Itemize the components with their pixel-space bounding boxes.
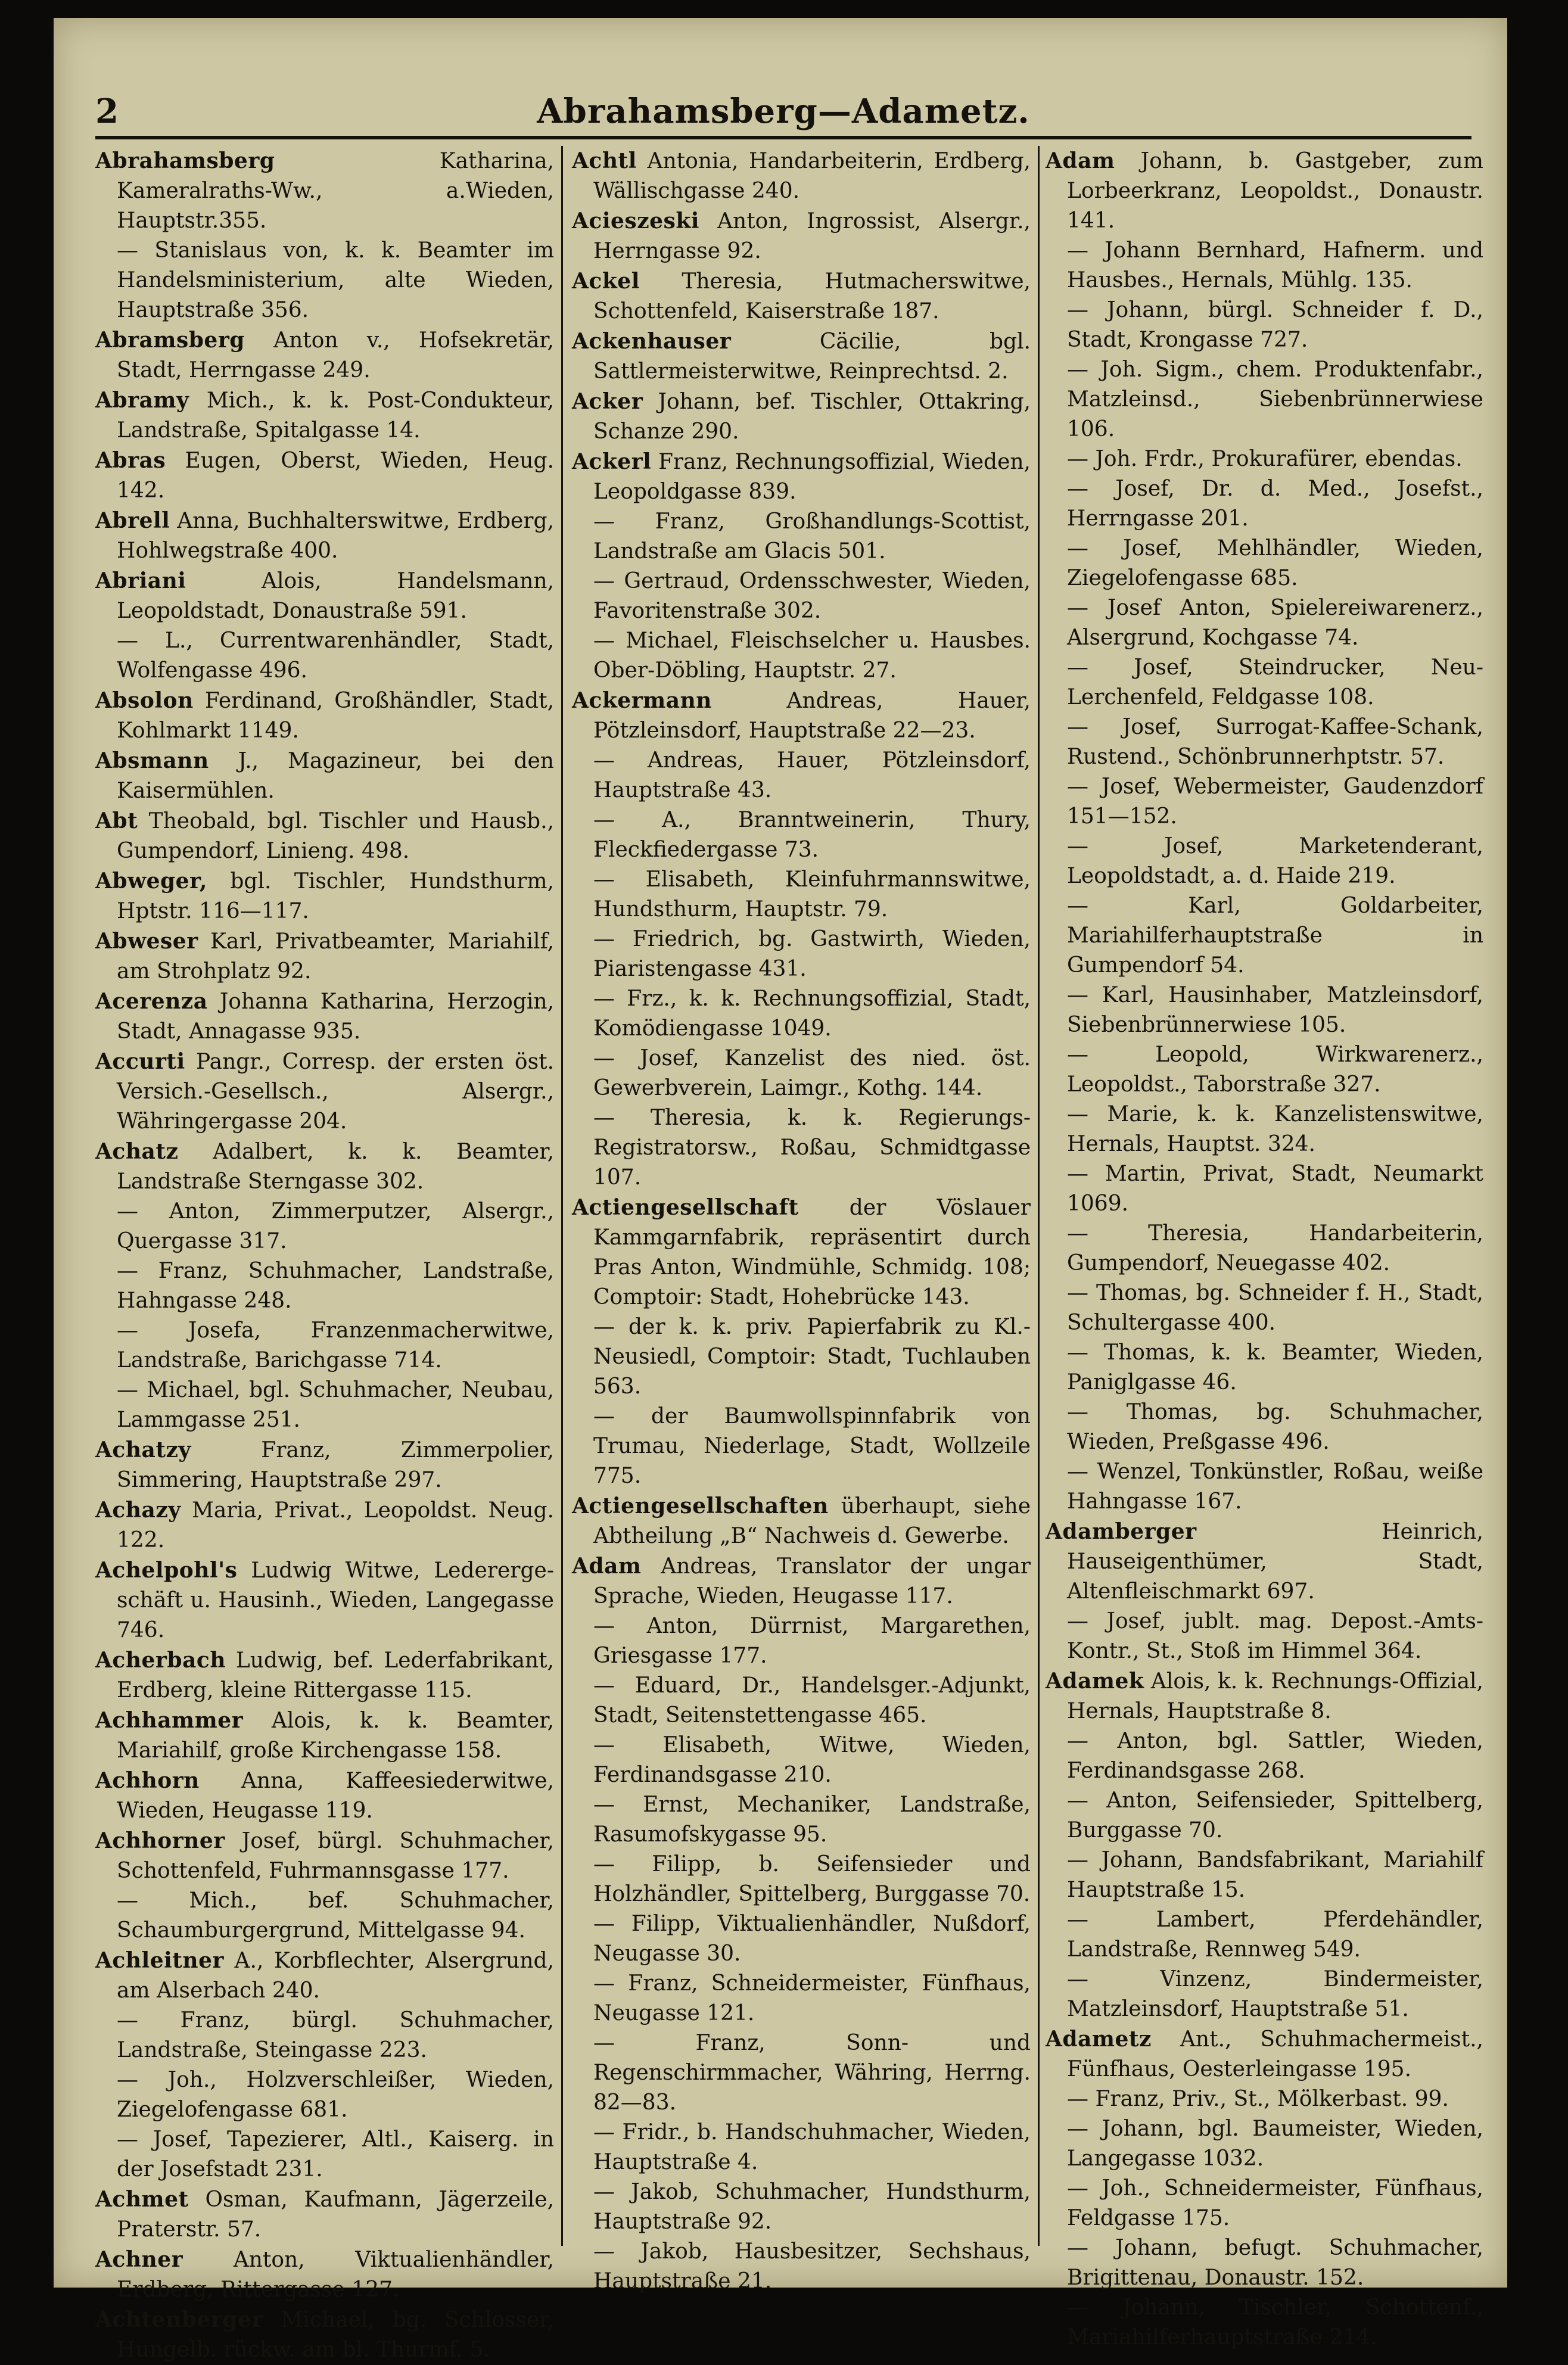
entry-surname: Acieszeski xyxy=(572,209,699,234)
entry-details: Adalbert, k. k. Beamter, Landstraße Sterngasse 302. xyxy=(117,1140,554,1194)
entry-surname: Adametz xyxy=(1046,2027,1152,2052)
directory-entry xyxy=(1046,295,1483,355)
entry-details: Franz, Rechnungsoffizial, Wieden, Leopoldgasse 839. xyxy=(593,450,1031,504)
directory-entry xyxy=(572,567,1031,626)
entry-details: Andreas, Translator der ungar Sprache, Wieden, Heugasse 117. xyxy=(593,1554,1031,1608)
entry-surname: Achtenberger xyxy=(95,2307,263,2332)
entry-details: Anton, Ingrossist, Alsergr., Herrngasse 92. xyxy=(593,209,1031,263)
entry-details: — Joh., Holzverschleißer, Wieden, Ziegelofengasse 681. xyxy=(117,2068,554,2122)
entry-details: — Joh. Sigm., chem. Produktenfabr., Matzleinsd., Siebenbrünnerwiese 106. xyxy=(1067,357,1483,441)
entry-details: — Theresia, k. k. Regierungs-Registratorsw., Roßau, Schmidtgasse 107. xyxy=(593,1106,1031,1190)
entry-details: — Michael, Fleischselcher u. Hausbes. Ober-Döbling, Hauptstr. 27. xyxy=(593,628,1031,683)
directory-entry xyxy=(95,2125,554,2184)
directory-entry xyxy=(572,925,1031,984)
directory-entry xyxy=(95,1826,554,1886)
entry-details: — Franz, bürgl. Schuhmacher, Landstraße, Steingasse 223. xyxy=(117,2008,554,2062)
directory-entry xyxy=(1046,355,1483,444)
directory-entry xyxy=(1046,1040,1483,1100)
entry-surname: Adamberger xyxy=(1046,1519,1197,1544)
entry-details: — Marie, k. k. Kanzelistenswitwe, Hernals, Hauptst. 324. xyxy=(1067,1102,1483,1156)
entry-details: — Martin, Privat, Stadt, Neumarkt 1069. xyxy=(1067,1162,1483,1216)
entry-details: Ant., Schuhmachermeist., Fünfhaus, Oesterleingasse 195. xyxy=(1067,2027,1483,2081)
entry-details: — Josef, jublt. mag. Depost.-Amts-Kontr., St., Stoß im Himmel 364. xyxy=(1067,1609,1483,1663)
entry-surname: Abramy xyxy=(95,388,189,413)
entry-surname: Actiengesellschaft xyxy=(572,1195,799,1220)
directory-entry xyxy=(95,806,554,866)
entry-details: Ludwig, bef. Lederfabrikant, Erdberg, kleine Rittergasse 115. xyxy=(117,1648,554,1703)
entry-details: — Mich., bef. Schuhmacher, Schaumburgergrund, Mittelgasse 94. xyxy=(117,1888,554,1943)
directory-entry xyxy=(95,1706,554,1766)
directory-entry xyxy=(1046,236,1483,295)
directory-entry xyxy=(572,447,1031,507)
entry-details: — Josef, Dr. d. Med., Josefst., Herrngasse 201. xyxy=(1067,477,1483,531)
directory-entry xyxy=(95,2006,554,2065)
entry-details: — Vinzenz, Bindermeister, Matzleinsdorf, Hauptstraße 51. xyxy=(1067,1967,1483,2021)
entry-details: Theobald, bgl. Tischler und Hausb., Gumpendorf, Linieng. 498. xyxy=(117,809,554,863)
entry-details: — Anton, Seifensieder, Spittelberg, Burggasse 70. xyxy=(1067,1788,1483,1843)
entry-details: — Frz., k. k. Rechnungsoffizial, Stadt, Komödiengasse 1049. xyxy=(593,987,1031,1041)
entry-surname: Adamek xyxy=(1046,1669,1144,1694)
entry-details: Antonia, Handarbeiterin, Erdberg, Wällischgasse 240. xyxy=(593,149,1031,203)
entry-details: A., Korbflechter, Alsergrund, am Alserbach 240. xyxy=(117,1949,554,2003)
directory-entry xyxy=(572,2028,1031,2118)
directory-entry xyxy=(572,387,1031,447)
entry-details: bgl. Tischler, Hundsthurm, Hptstr. 116—117. xyxy=(117,869,554,923)
entry-details: — Johann, befugt. Schuhmacher, Brigittenau, Donaustr. 152. xyxy=(1067,2236,1483,2290)
column-2 xyxy=(572,146,1031,2294)
directory-entry xyxy=(572,805,1031,865)
entry-details: Pangr., Corresp. der ersten öst. Versich.-Gesellsch., Alsergr., Währingergasse 204. xyxy=(117,1050,554,1134)
entry-surname: Abweger, xyxy=(95,869,207,894)
page-number: 2 xyxy=(95,92,119,131)
directory-entry xyxy=(1046,534,1483,593)
entry-details: — Franz, Schuhmacher, Landstraße, Hahngasse 248. xyxy=(117,1259,554,1313)
directory-entry xyxy=(95,987,554,1047)
column-rule xyxy=(1038,146,1040,2246)
entry-details: — Josef, Webermeister, Gaudenzdorf 151—152. xyxy=(1067,774,1483,829)
entry-surname: Ackermann xyxy=(572,688,712,713)
directory-entry xyxy=(572,2177,1031,2237)
directory-entry xyxy=(572,2118,1031,2177)
entry-surname: Actiengesellschaften xyxy=(572,1493,829,1518)
directory-entry xyxy=(572,326,1031,387)
entry-details: Cäcilie, bgl. Sattlermeisterwitwe, Reinprechtsd. 2. xyxy=(593,329,1031,384)
entry-surname: Abriani xyxy=(95,568,186,593)
directory-entry xyxy=(572,1671,1031,1731)
directory-entry xyxy=(1046,474,1483,534)
entry-details: Andreas, Hauer, Pötzleinsdorf, Hauptstraße 22—23. xyxy=(593,689,1031,743)
directory-entry xyxy=(95,1555,554,1645)
entry-surname: Abrahamsberg xyxy=(95,148,275,173)
entry-surname: Accurti xyxy=(95,1049,185,1074)
entry-details: — Franz, Großhandlungs-Scottist, Landstraße am Glacis 501. xyxy=(593,509,1031,564)
entry-details: — Johann, Bandsfabrikant, Mariahilf Hauptstraße 15. xyxy=(1067,1848,1483,1902)
entry-details: — Josef, Kanzelist des nied. öst. Gewerbverein, Laimgr., Kothg. 144. xyxy=(593,1046,1031,1100)
directory-entry xyxy=(572,1611,1031,1671)
directory-entry xyxy=(95,1197,554,1256)
entry-details: Anton v., Hofsekretär, Stadt, Herrngasse 249. xyxy=(117,328,554,382)
entry-details: — Lambert, Pferdehändler, Landstraße, Rennweg 549. xyxy=(1067,1907,1483,1962)
directory-entry xyxy=(572,1969,1031,2028)
page-title: Abrahamsberg—Adametz. xyxy=(537,92,1030,131)
entry-details: — Anton, bgl. Sattler, Wieden, Ferdinandsgasse 268. xyxy=(1067,1729,1483,1783)
directory-entry xyxy=(95,236,554,325)
directory-entry xyxy=(1046,593,1483,653)
directory-entry xyxy=(1046,1846,1483,1905)
entry-surname: Adam xyxy=(1046,148,1115,173)
entry-details: — Josef, Steindrucker, Neu-Lerchenfeld, Feldgasse 108. xyxy=(1067,655,1483,710)
entry-details: — Karl, Hausinhaber, Matzleinsdorf, Siebenbrünnerwiese 105. xyxy=(1067,983,1483,1037)
directory-entry xyxy=(1046,1726,1483,1786)
directory-entry xyxy=(95,1376,554,1435)
directory-entry xyxy=(95,1047,554,1137)
directory-entry xyxy=(572,1103,1031,1193)
entry-details: Alois, k. k. Rechnungs-Offizial, Hernals, Hauptstraße 8. xyxy=(1067,1669,1483,1723)
entry-details: — Johann, bürgl. Schneider f. D., Stadt, Krongasse 727. xyxy=(1067,298,1483,352)
entry-details: — Wenzel, Tonkünstler, Roßau, weiße Hahngasse 167. xyxy=(1067,1460,1483,1514)
column-rule xyxy=(561,146,563,2246)
entry-details: — Elisabeth, Witwe, Wieden, Ferdinandsgasse 210. xyxy=(593,1733,1031,1787)
entry-surname: Acerenza xyxy=(95,989,208,1014)
directory-entry xyxy=(1046,1905,1483,1965)
directory-entry xyxy=(572,1790,1031,1850)
entry-details: — Josefa, Franzenmacherwitwe, Landstraße, Barichgasse 714. xyxy=(117,1318,554,1373)
entry-details: — Filipp, b. Seifensieder und Holzhändler, Spittelberg, Burggasse 70. xyxy=(593,1852,1031,1906)
directory-entry xyxy=(572,507,1031,567)
entry-surname: Achelpohl's xyxy=(95,1558,238,1583)
entry-details: Johann, bef. Tischler, Ottakring, Schanze 290. xyxy=(593,390,1031,444)
directory-entry xyxy=(572,1850,1031,1909)
entry-details: — Gertraud, Ordensschwester, Wieden, Favoritenstraße 302. xyxy=(593,569,1031,623)
entry-details: — Franz, Schneidermeister, Fünfhaus, Neugasse 121. xyxy=(593,1971,1031,2025)
entry-details: — Friedrich, bg. Gastwirth, Wieden, Piaristengasse 431. xyxy=(593,927,1031,981)
page-header xyxy=(95,88,1471,139)
directory-entry xyxy=(95,1946,554,2006)
entry-details: — L., Currentwarenhändler, Stadt, Wolfengasse 496. xyxy=(117,628,554,683)
entry-details: — Filipp, Viktualienhändler, Nußdorf, Neugasse 30. xyxy=(593,1912,1031,1966)
entry-details: Johanna Katharina, Herzogin, Stadt, Annagasse 935. xyxy=(117,989,555,1044)
entry-details: — Franz, Priv., St., Mölkerbast. 99. xyxy=(1067,2087,1449,2111)
directory-entry xyxy=(95,926,554,987)
entry-details: — A., Branntweinerin, Thury, Fleckfiedergasse 73. xyxy=(593,808,1031,862)
column-3 xyxy=(1046,146,1483,2350)
directory-entry xyxy=(95,2245,554,2305)
entry-surname: Abt xyxy=(95,808,138,833)
entry-details: Alois, k. k. Beamter, Mariahilf, große Kirchengasse 158. xyxy=(117,1709,554,1763)
entry-details: Alois, Handelsmann, Leopoldstadt, Donaustraße 591. xyxy=(117,569,554,623)
directory-entry xyxy=(1046,1398,1483,1457)
entry-details: — Thomas, bg. Schneider f. H., Stadt, Schultergasse 400. xyxy=(1067,1281,1483,1335)
entry-details: — Theresia, Handarbeiterin, Gumpendorf, Neuegasse 402. xyxy=(1067,1221,1483,1275)
directory-entry xyxy=(1046,1338,1483,1398)
entry-surname: Abweser xyxy=(95,929,198,954)
entry-details: — Karl, Goldarbeiter, Mariahilferhauptstraße in Gumpendorf 54. xyxy=(1067,894,1483,978)
entry-details: Karl, Privatbeamter, Mariahilf, am Strohplatz 92. xyxy=(117,929,555,984)
entry-details: — Josef, Marketenderant, Leopoldstadt, a. d. Haide 219. xyxy=(1067,834,1483,888)
entry-details: Theresia, Hutmacherswitwe, Schottenfeld, Kaiserstraße 187. xyxy=(593,269,1031,323)
entry-details: — der Baumwollspinnfabrik von Trumau, Niederlage, Stadt, Wollzeile 775. xyxy=(593,1404,1031,1488)
directory-entry xyxy=(1046,1786,1483,1846)
directory-entry xyxy=(1046,1666,1483,1726)
entry-details: Franz, Zimmerpolier, Simmering, Hauptstraße 297. xyxy=(117,1438,554,1492)
directory-entry xyxy=(95,1256,554,1316)
entry-surname: Abras xyxy=(95,448,166,473)
directory-entry xyxy=(95,506,554,566)
entry-details: — Leopold, Wirkwarenerz., Leopoldst., Taborstraße 327. xyxy=(1067,1043,1483,1097)
entry-details: — Joh., Schneidermeister, Fünfhaus, Feldgasse 175. xyxy=(1067,2176,1483,2230)
entry-surname: Acherbach xyxy=(95,1648,226,1673)
entry-surname: Achhorn xyxy=(95,1768,200,1793)
directory-entry xyxy=(572,1551,1031,1611)
directory-entry xyxy=(1046,1278,1483,1338)
directory-entry xyxy=(1046,1457,1483,1517)
directory-entry xyxy=(572,746,1031,805)
entry-details: — Johann Bernhard, Hafnerm. und Hausbes., Hernals, Mühlg. 135. xyxy=(1067,238,1483,292)
entry-surname: Achazy xyxy=(95,1498,181,1523)
directory-entry xyxy=(95,2305,554,2365)
entry-details: — Eduard, Dr., Handelsger.-Adjunkt, Stadt, Seitenstettengasse 465. xyxy=(593,1673,1031,1728)
entry-details: Mich., k. k. Post-Condukteur, Landstraße, Spitalgasse 14. xyxy=(117,388,554,443)
directory-entry xyxy=(1046,1159,1483,1219)
entry-surname: Adam xyxy=(572,1554,642,1579)
directory-entry xyxy=(572,865,1031,925)
entry-surname: Achleitner xyxy=(95,1948,224,1973)
entry-details: Osman, Kaufmann, Jägerzeile, Praterstr. 57. xyxy=(117,2187,554,2242)
directory-entry xyxy=(572,1491,1031,1551)
directory-entry xyxy=(95,325,554,385)
entry-surname: Achatzy xyxy=(95,1437,191,1462)
directory-entry xyxy=(1046,444,1483,474)
directory-entry xyxy=(572,626,1031,686)
entry-details: — Jakob, Schuhmacher, Hundsthurm, Hauptstraße 92. xyxy=(593,2180,1031,2234)
entry-details: — Andreas, Hauer, Pötzleinsdorf, Hauptstraße 43. xyxy=(593,748,1031,802)
entry-details: Johann, b. Gastgeber, zum Lorbeerkranz, Leopoldst., Donaustr. 141. xyxy=(1067,149,1483,233)
directory-entry xyxy=(1046,981,1483,1040)
entry-surname: Achner xyxy=(95,2247,183,2272)
entry-details: — Franz, Sonn- und Regenschirmmacher, Währing, Herrng. 82—83. xyxy=(593,2031,1031,2115)
directory-entry xyxy=(572,1909,1031,1969)
directory-entry xyxy=(1046,2024,1483,2084)
directory-entry xyxy=(572,686,1031,746)
entry-details: Michael, bg. Schlosser, Hungelb. rückw. am bl. Thurmf. 5. xyxy=(117,2308,554,2362)
entry-details: — Josef, Mehlhändler, Wieden, Ziegelofengasse 685. xyxy=(1067,536,1483,590)
directory-entry xyxy=(1046,1100,1483,1159)
entry-details: — Jakob, Hausbesitzer, Sechshaus, Hauptstraße 21. xyxy=(593,2239,1031,2294)
entry-surname: Achhammer xyxy=(95,1708,244,1733)
entry-details: — Fridr., b. Handschuhmacher, Wieden, Hauptstraße 4. xyxy=(593,2120,1031,2174)
entry-details: — Johann, bgl. Baumeister, Wieden, Langegasse 1032. xyxy=(1067,2117,1483,2171)
entry-surname: Ackerl xyxy=(572,449,652,474)
directory-entry xyxy=(1046,1607,1483,1666)
directory-entry xyxy=(95,1645,554,1706)
directory-entry xyxy=(1046,832,1483,891)
entry-surname: Achtl xyxy=(572,148,637,173)
entry-details: Heinrich, Hauseigenthümer, Stadt, Altenfleischmarkt 697. xyxy=(1067,1520,1483,1604)
entry-surname: Absolon xyxy=(95,688,194,713)
entry-surname: Achmet xyxy=(95,2187,189,2212)
directory-entry xyxy=(95,2184,554,2245)
entry-surname: Achhorner xyxy=(95,1828,225,1853)
directory-entry xyxy=(572,2237,1031,2296)
entry-surname: Abramsberg xyxy=(95,328,245,353)
directory-entry xyxy=(95,2065,554,2125)
directory-entry xyxy=(95,1495,554,1555)
entry-surname: Ackenhauser xyxy=(572,329,732,354)
directory-entry xyxy=(1046,2084,1483,2114)
entry-surname: Absmann xyxy=(95,748,209,773)
entry-details: überhaupt, siehe Abtheilung „B“ Nachweis d. Gewerbe. xyxy=(593,1494,1031,1548)
directory-entry xyxy=(572,206,1031,266)
column-1 xyxy=(95,146,555,2362)
directory-entry xyxy=(95,1886,554,1946)
directory-entry xyxy=(95,1137,554,1197)
entry-details: — Thomas, k. k. Beamter, Wieden, Paniglgasse 46. xyxy=(1067,1340,1483,1395)
directory-entry xyxy=(95,746,554,806)
entry-details: der Vöslauer Kammgarnfabrik, repräsentirt durch Pras Anton, Windmühle, Schmidg. 108; Comptoir: Stadt, Hohebrücke 143. xyxy=(593,1196,1031,1309)
directory-entry xyxy=(572,266,1031,326)
entry-details: — Ernst, Mechaniker, Landstraße, Rasumofskygasse 95. xyxy=(593,1793,1031,1847)
entry-details: — Joh. Frdr., Prokurafürer, ebendas. xyxy=(1067,447,1463,471)
directory-entry xyxy=(95,1435,554,1495)
directory-entry xyxy=(1046,2114,1483,2174)
directory-entry xyxy=(1046,2293,1483,2352)
directory-entry xyxy=(572,1731,1031,1790)
directory-entry xyxy=(95,146,554,236)
directory-entry xyxy=(572,1044,1031,1103)
directory-entry xyxy=(1046,653,1483,712)
entry-details: Anna, Buchhalterswitwe, Erdberg, Hohlwegstraße 400. xyxy=(117,509,554,563)
entry-details: — Elisabeth, Kleinfuhrmannswitwe, Hundsthurm, Hauptstr. 79. xyxy=(593,867,1031,922)
entry-details: — Josef, Surrogat-Kaffee-Schank, Rustend., Schönbrunnerhptstr. 57. xyxy=(1067,715,1483,769)
entry-details: Katharina, Kameralraths-Ww., a.Wieden, Hauptstr.355. xyxy=(117,149,554,233)
directory-entry xyxy=(95,686,554,746)
directory-page xyxy=(54,18,1507,2362)
directory-entry xyxy=(1046,1517,1483,1607)
entry-details: Ludwig Witwe, Ledererge-schäft u. Hausinh., Wieden, Langegasse 746. xyxy=(117,1558,554,1642)
directory-entry xyxy=(572,1312,1031,1402)
entry-details: — der k. k. priv. Papierfabrik zu Kl.-Neusiedl, Comptoir: Stadt, Tuchlauben 563. xyxy=(593,1315,1031,1399)
entry-surname: Achatz xyxy=(95,1139,179,1164)
entry-details: Ferdinand, Großhändler, Stadt, Kohlmarkt 1149. xyxy=(117,689,554,743)
directory-entry xyxy=(572,984,1031,1044)
entry-details: J., Magazineur, bei den Kaisermühlen. xyxy=(117,749,554,803)
entry-surname: Acker xyxy=(572,389,643,414)
entry-details: Maria, Privat., Leopoldst. Neug. 122. xyxy=(117,1498,554,1552)
entry-surname: Ackel xyxy=(572,269,640,294)
entry-details: — Josef, Tapezierer, Altl., Kaiserg. in der Josefstadt 231. xyxy=(117,2127,554,2182)
directory-entry xyxy=(1046,2174,1483,2233)
entry-details: — Michael, bgl. Schuhmacher, Neubau, Lammgasse 251. xyxy=(117,1378,554,1432)
directory-entry xyxy=(95,1766,554,1826)
entry-details: Josef, bürgl. Schuhmacher, Schottenfeld, Fuhrmannsgasse 177. xyxy=(117,1829,554,1883)
directory-entry xyxy=(1046,2233,1483,2293)
directory-entry xyxy=(572,1193,1031,1312)
entry-details: — Stanislaus von, k. k. Beamter im Handelsministerium, alte Wieden, Hauptstraße 356. xyxy=(117,238,554,322)
directory-entry xyxy=(1046,146,1483,236)
directory-entry xyxy=(1046,891,1483,981)
directory-entry xyxy=(1046,1965,1483,2024)
entry-details: Anna, Kaffeesiederwitwe, Wieden, Heugasse 119. xyxy=(117,1769,554,1823)
directory-entry xyxy=(95,446,554,506)
entry-details: Eugen, Oberst, Wieden, Heug. 142. xyxy=(117,449,554,503)
directory-entry xyxy=(1046,712,1483,772)
directory-entry xyxy=(572,146,1031,206)
directory-entry xyxy=(95,566,554,626)
entry-details: — Anton, Zimmerputzer, Alsergr., Quergasse 317. xyxy=(117,1199,554,1253)
directory-entry xyxy=(95,1316,554,1376)
directory-entry xyxy=(95,626,554,686)
directory-entry xyxy=(1046,1219,1483,1278)
entry-details: Anton, Viktualienhändler, Erdberg, Rittergasse 127. xyxy=(117,2248,554,2302)
directory-entry xyxy=(572,1402,1031,1491)
directory-entry xyxy=(95,866,554,926)
directory-entry xyxy=(1046,772,1483,832)
entry-surname: Abrell xyxy=(95,508,170,533)
entry-details: — Anton, Dürrnist, Margarethen, Griesgasse 177. xyxy=(593,1614,1031,1668)
entry-details: — Johann, Tischler, Schottenf., Mariahilferhauptstraße 214. xyxy=(1067,2295,1483,2350)
directory-entry xyxy=(95,385,554,446)
entry-details: — Thomas, bg. Schuhmacher, Wieden, Preßgasse 496. xyxy=(1067,1400,1483,1454)
entry-details: — Josef Anton, Spielereiwarenerz., Alsergrund, Kochgasse 74. xyxy=(1067,596,1483,650)
